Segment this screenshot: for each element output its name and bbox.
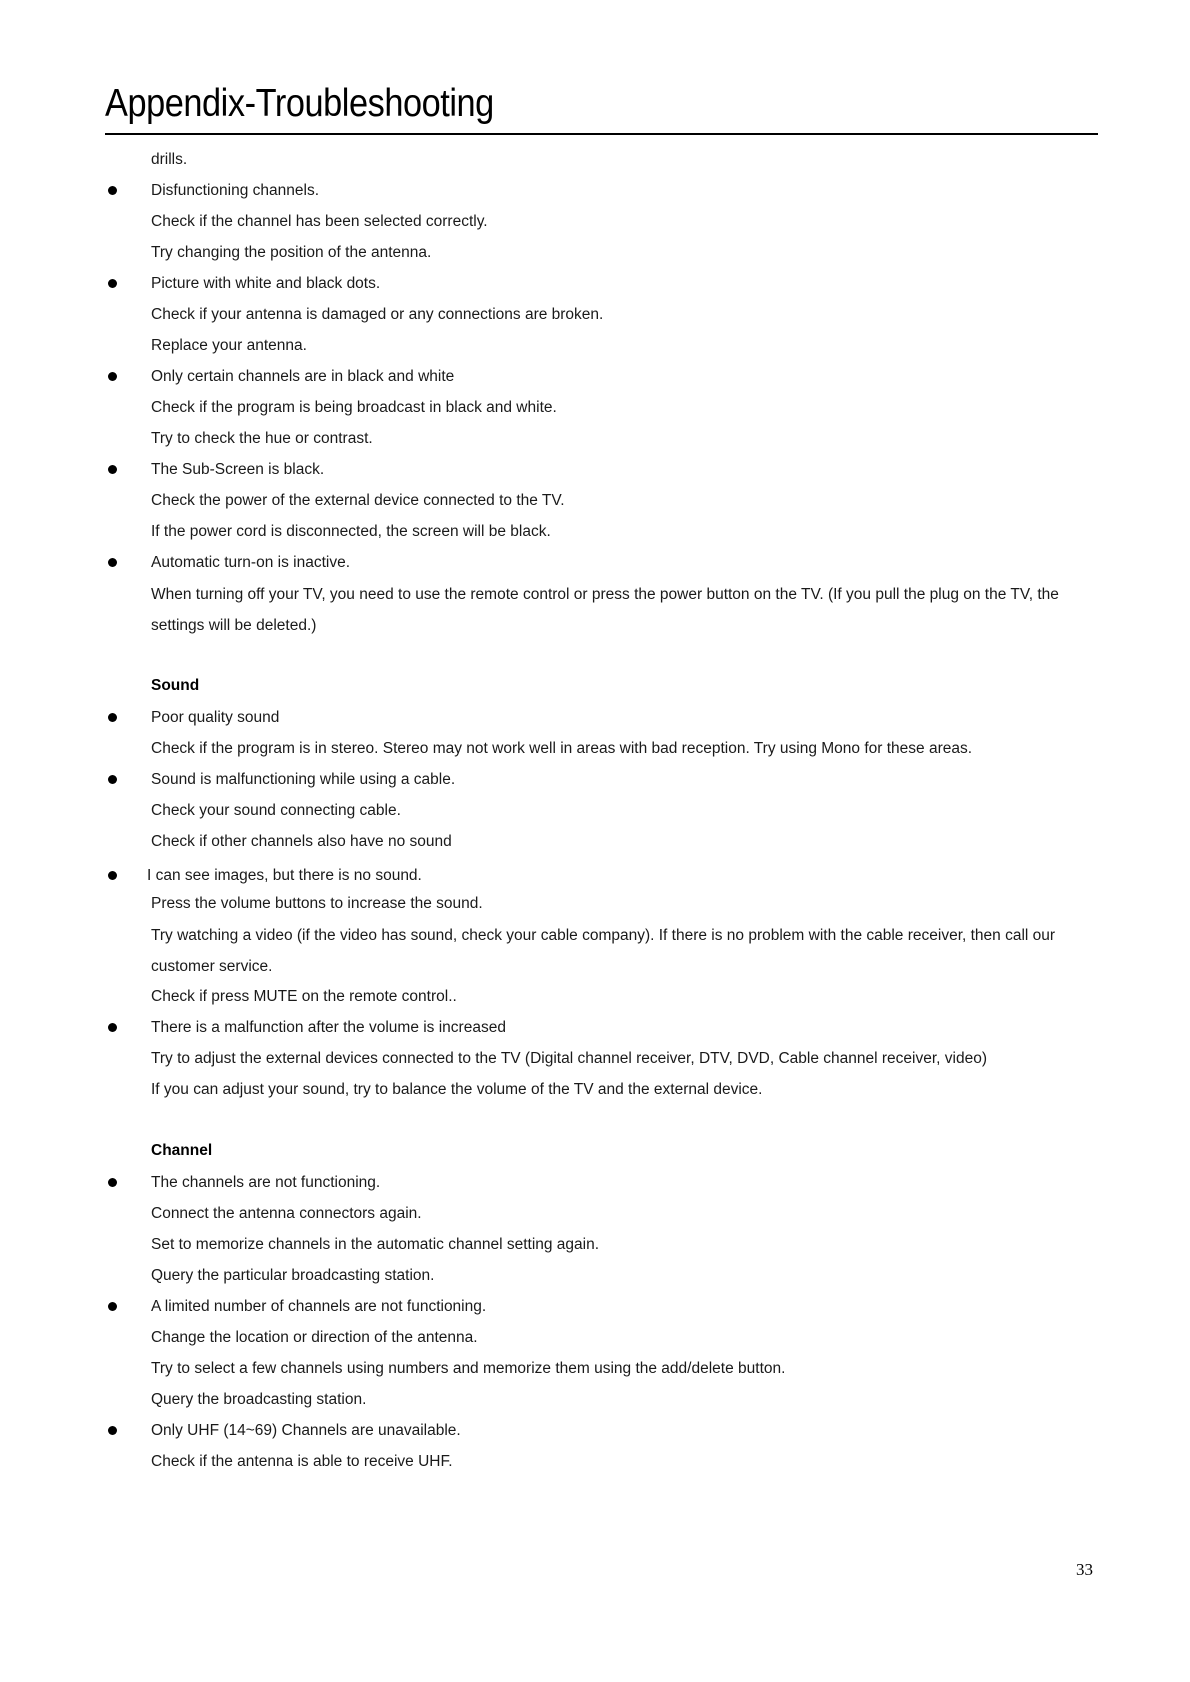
issue-title: The Sub-Screen is black.: [151, 461, 325, 478]
bullet-icon: [108, 871, 117, 880]
bullet-icon: [108, 713, 117, 722]
section-heading-sound: Sound: [151, 677, 200, 694]
solution-line: Try watching a video (if the video has sound, check your cable company). If there is no problem with the cable receiver, then call our customer service.: [151, 927, 1056, 975]
solution-line: Check the power of the external device connected to the TV.: [151, 492, 565, 509]
issue-title: A limited number of channels are not functioning.: [151, 1298, 487, 1315]
solution-line: Replace your antenna.: [151, 337, 307, 354]
solution-line: Set to memorize channels in the automatic channel setting again.: [151, 1236, 600, 1253]
solution-line: Check if the antenna is able to receive UHF.: [151, 1453, 453, 1470]
title-underline: [105, 133, 1098, 135]
solution-line: Press the volume buttons to increase the sound.: [151, 895, 483, 912]
issue-title: Picture with white and black dots.: [151, 275, 381, 292]
continuation-text: drills.: [151, 151, 188, 168]
issue-title: Automatic turn-on is inactive.: [151, 554, 351, 571]
section-heading-channel: Channel: [151, 1142, 213, 1159]
solution-line: Change the location or direction of the antenna.: [151, 1329, 478, 1346]
issue-title: Disfunctioning channels.: [151, 182, 320, 199]
solution-line: Query the broadcasting station.: [151, 1391, 367, 1408]
solution-line: If you can adjust your sound, try to balance the volume of the TV and the external device.: [151, 1081, 763, 1098]
bullet-icon: [108, 1426, 117, 1435]
solution-line: Try changing the position of the antenna.: [151, 244, 432, 261]
solution-line: Query the particular broadcasting station.: [151, 1267, 435, 1284]
bullet-icon: [108, 465, 117, 474]
solution-line: Check if the program is in stereo. Stereo may not work well in areas with bad reception. Try using Mono for these areas.: [151, 740, 973, 757]
solution-line: Try to adjust the external devices connected to the TV (Digital channel receiver, DTV, DVD, Cable channel receiver, video): [151, 1050, 987, 1067]
issue-title: There is a malfunction after the volume is increased: [151, 1019, 506, 1036]
issue-title: Sound is malfunctioning while using a cable.: [151, 771, 456, 788]
issue-title: I can see images, but there is no sound.: [147, 867, 422, 884]
page-number: 33: [1076, 1560, 1093, 1579]
bullet-icon: [108, 1302, 117, 1311]
issue-title: Only UHF (14~69) Channels are unavailable.: [151, 1422, 461, 1439]
bullet-icon: [108, 279, 117, 288]
solution-line: Check if your antenna is damaged or any connections are broken.: [151, 306, 604, 323]
solution-line: Check if the channel has been selected correctly.: [151, 213, 488, 230]
solution-line: When turning off your TV, you need to use the remote control or press the power button on the TV. (If you pull the plug on the TV, the settings will be deleted.): [151, 586, 1059, 634]
solution-line: If the power cord is disconnected, the screen will be black.: [151, 523, 551, 540]
bullet-icon: [108, 775, 117, 784]
issue-title: Poor quality sound: [151, 709, 280, 726]
solution-line: Check if other channels also have no sound: [151, 833, 452, 850]
solution-line: Connect the antenna connectors again.: [151, 1205, 422, 1222]
bullet-icon: [108, 1023, 117, 1032]
issue-title: The channels are not functioning.: [151, 1174, 381, 1191]
bullet-icon: [108, 558, 117, 567]
solution-line: Check if the program is being broadcast in black and white.: [151, 399, 557, 416]
solution-line: Check if press MUTE on the remote control..: [151, 988, 457, 1005]
bullet-icon: [108, 372, 117, 381]
page-title: Appendix-Troubleshooting: [105, 82, 494, 125]
bullet-icon: [108, 186, 117, 195]
issue-title: Only certain channels are in black and white: [151, 368, 455, 385]
solution-line: Try to check the hue or contrast.: [151, 430, 373, 447]
bullet-icon: [108, 1178, 117, 1187]
solution-line: Check your sound connecting cable.: [151, 802, 401, 819]
solution-line: Try to select a few channels using numbers and memorize them using the add/delete button.: [151, 1360, 786, 1377]
